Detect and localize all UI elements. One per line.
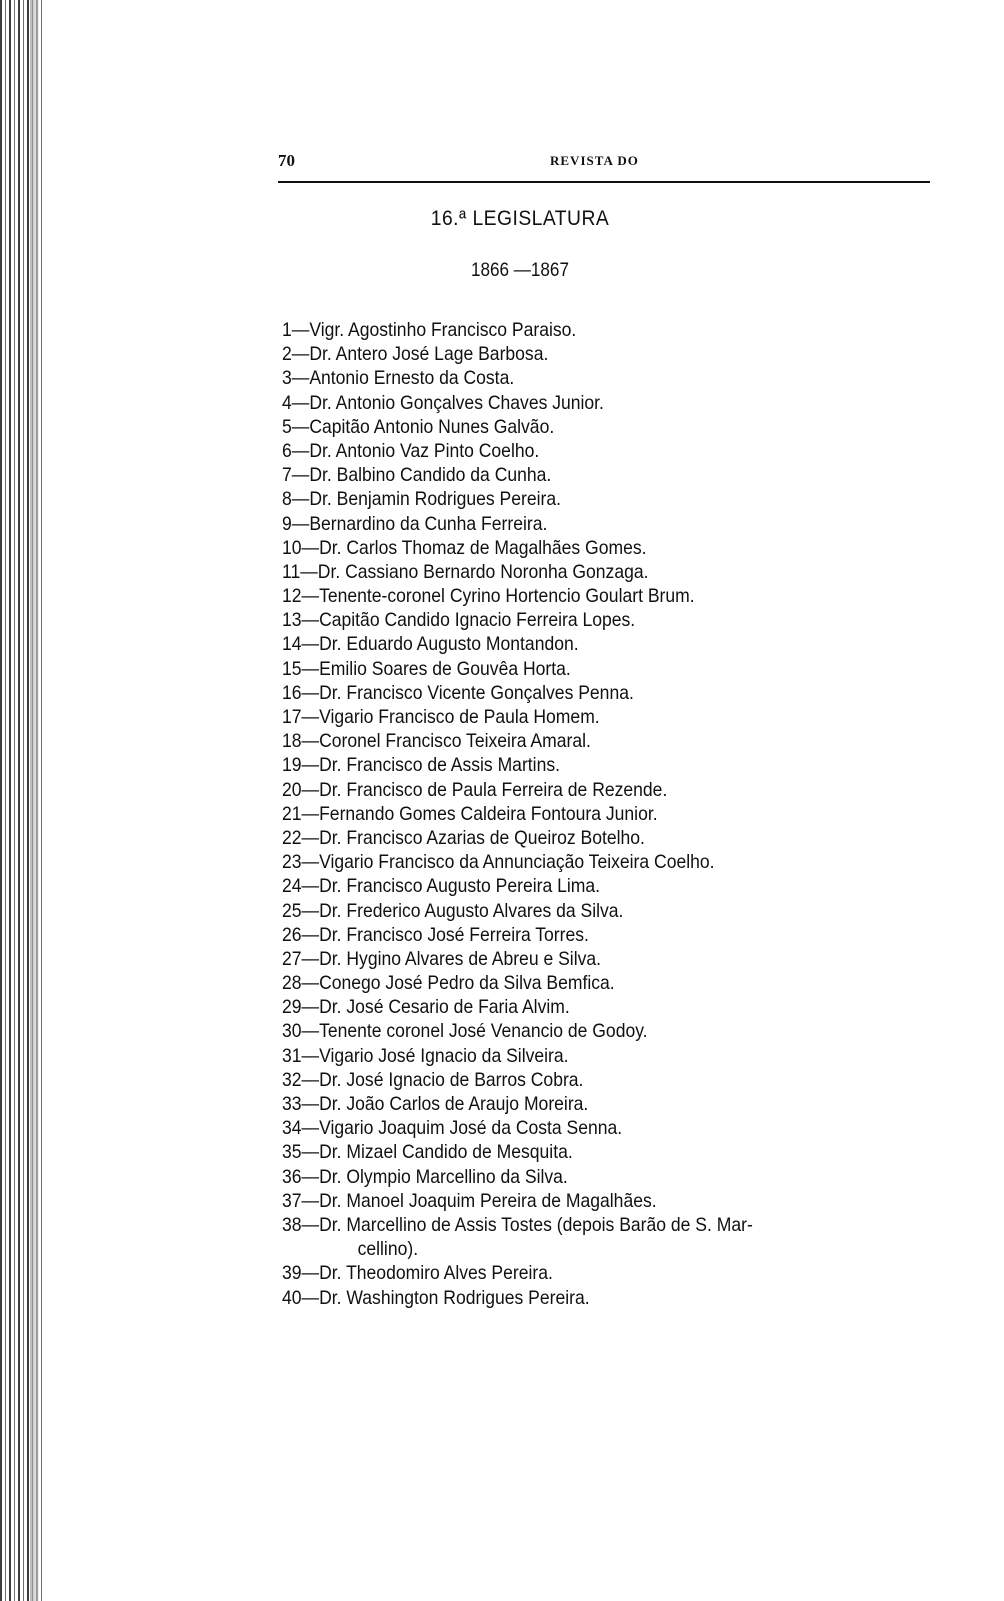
member-entry bbox=[282, 632, 876, 656]
member-name: Dr. Francisco Vicente Gonçalves Penna. bbox=[319, 681, 634, 704]
member-entry bbox=[282, 850, 876, 874]
member-name: Dr. Antonio Vaz Pinto Coelho. bbox=[309, 439, 540, 462]
member-number: 29 bbox=[282, 996, 302, 1019]
member-entry bbox=[282, 1092, 876, 1116]
binding-shadow bbox=[30, 0, 40, 1601]
member-entry bbox=[282, 487, 876, 511]
member-entry bbox=[282, 681, 876, 705]
member-dash: — bbox=[301, 633, 320, 656]
member-entry bbox=[282, 1068, 876, 1092]
member-number: 21 bbox=[282, 802, 302, 825]
member-number: 17 bbox=[282, 706, 302, 728]
member-entry bbox=[282, 463, 876, 487]
member-name: Dr. Frederico Augusto Alvares da Silva. bbox=[319, 899, 624, 922]
member-number: 1 bbox=[282, 319, 292, 341]
member-dash: — bbox=[301, 1068, 320, 1091]
member-number: 15 bbox=[282, 657, 302, 680]
member-entry bbox=[282, 971, 876, 995]
member-number: 2 bbox=[282, 343, 292, 366]
member-entry bbox=[282, 947, 876, 971]
member-name: Dr. João Carlos de Araujo Moreira. bbox=[319, 1093, 589, 1115]
member-name: Dr. José Ignacio de Barros Cobra. bbox=[319, 1068, 584, 1091]
member-entry bbox=[282, 512, 876, 536]
member-entry bbox=[282, 536, 876, 560]
member-name: Vigario Francisco de Paula Homem. bbox=[319, 706, 600, 728]
member-name: Dr. Benjamin Rodrigues Pereira. bbox=[309, 488, 561, 511]
member-number: 38 bbox=[282, 1213, 302, 1236]
member-number: 9 bbox=[282, 512, 292, 535]
member-dash: — bbox=[291, 464, 310, 487]
member-dash: — bbox=[301, 778, 320, 801]
member-name: Dr. Olympio Marcellino da Silva. bbox=[319, 1165, 568, 1188]
member-dash: — bbox=[301, 826, 320, 849]
member-dash: — bbox=[301, 851, 320, 874]
member-number: 7 bbox=[282, 464, 292, 487]
member-name: Bernardino da Cunha Ferreira. bbox=[309, 512, 548, 535]
member-name: Conego José Pedro da Silva Bemfica. bbox=[319, 972, 615, 995]
member-name: Dr. Eduardo Augusto Montandon. bbox=[319, 633, 579, 656]
member-number: 18 bbox=[282, 730, 302, 753]
member-dash: — bbox=[301, 657, 320, 680]
member-dash: — bbox=[291, 367, 310, 390]
member-entry bbox=[282, 342, 876, 366]
member-number: 3 bbox=[282, 367, 292, 390]
member-number: 33 bbox=[282, 1093, 302, 1115]
member-number: 31 bbox=[282, 1044, 302, 1067]
member-list bbox=[282, 318, 942, 1310]
member-name: Vigario Joaquim José da Costa Senna. bbox=[319, 1117, 623, 1140]
member-number: 13 bbox=[282, 609, 302, 632]
member-name: Dr. Francisco de Assis Martins. bbox=[319, 754, 560, 777]
member-number: 30 bbox=[282, 1020, 302, 1043]
member-name: Vigario Francisco da Annunciação Teixeira Coelho. bbox=[319, 851, 715, 874]
member-entry bbox=[282, 778, 876, 802]
member-number: 24 bbox=[282, 875, 302, 898]
member-dash: — bbox=[291, 319, 310, 341]
member-entry bbox=[282, 705, 876, 729]
member-dash: — bbox=[301, 1262, 320, 1285]
member-name: Dr. Francisco José Ferreira Torres. bbox=[319, 923, 589, 946]
member-number: 14 bbox=[282, 633, 302, 656]
running-title: REVISTA DO bbox=[550, 153, 639, 168]
member-name: Dr. Antero José Lage Barbosa. bbox=[309, 343, 549, 366]
member-entry bbox=[282, 1019, 876, 1043]
member-name: Dr. Mizael Candido de Mesquita. bbox=[319, 1141, 573, 1164]
member-entry bbox=[282, 995, 876, 1019]
member-dash: — bbox=[301, 1165, 320, 1188]
member-entry bbox=[282, 1140, 876, 1164]
member-number: 8 bbox=[282, 488, 292, 511]
member-dash: — bbox=[301, 1117, 320, 1140]
member-dash: — bbox=[291, 488, 310, 511]
member-entry bbox=[282, 391, 876, 415]
page-header bbox=[278, 151, 928, 177]
member-number: 11 bbox=[282, 560, 301, 583]
member-number: 10 bbox=[282, 536, 302, 559]
member-dash: — bbox=[291, 391, 310, 414]
member-dash: — bbox=[301, 923, 320, 946]
member-dash: — bbox=[300, 560, 318, 583]
member-entry bbox=[282, 729, 876, 753]
member-dash: — bbox=[301, 1213, 320, 1236]
member-name: Emilio Soares de Gouvêa Horta. bbox=[319, 657, 571, 680]
member-dash: — bbox=[301, 706, 320, 728]
member-entry bbox=[282, 584, 876, 608]
page-number: 70 bbox=[278, 151, 295, 170]
member-dash: — bbox=[301, 1189, 320, 1212]
member-number: 27 bbox=[282, 947, 302, 970]
member-entry bbox=[282, 657, 876, 681]
member-number: 25 bbox=[282, 899, 302, 922]
member-dash: — bbox=[301, 1141, 320, 1164]
member-number: 5 bbox=[282, 415, 292, 438]
member-number: 28 bbox=[282, 972, 302, 995]
member-name: Coronel Francisco Teixeira Amaral. bbox=[319, 730, 591, 753]
member-dash: — bbox=[301, 754, 320, 777]
member-entry bbox=[282, 1213, 876, 1261]
member-name: Dr. Hygino Alvares de Abreu e Silva. bbox=[319, 947, 602, 970]
member-entry bbox=[282, 1261, 876, 1285]
member-name: Dr. Francisco Augusto Pereira Lima. bbox=[319, 875, 601, 898]
section-title: 16.ª LEGISLATURA bbox=[430, 207, 610, 230]
member-dash: — bbox=[301, 609, 320, 632]
member-entry bbox=[282, 802, 876, 826]
header-rule bbox=[278, 181, 930, 183]
member-name: Dr. Cassiano Bernardo Noronha Gonzaga. bbox=[317, 560, 649, 583]
member-dash: — bbox=[301, 947, 320, 970]
member-name: Dr. Balbino Candido da Cunha. bbox=[309, 464, 552, 487]
member-dash: — bbox=[301, 681, 320, 704]
member-name: Dr. Washington Rodrigues Pereira. bbox=[319, 1286, 590, 1309]
member-dash: — bbox=[301, 899, 320, 922]
member-entry bbox=[282, 1116, 876, 1140]
member-number: 23 bbox=[282, 851, 302, 874]
member-name: Fernando Gomes Caldeira Fontoura Junior. bbox=[319, 802, 658, 825]
member-entry bbox=[282, 1286, 876, 1310]
member-number: 19 bbox=[282, 754, 302, 777]
member-entry bbox=[282, 826, 876, 850]
member-dash: — bbox=[291, 512, 310, 535]
member-number: 16 bbox=[282, 681, 302, 704]
member-name: Dr. Francisco de Paula Ferreira de Rezende. bbox=[319, 778, 668, 801]
member-dash: — bbox=[301, 536, 320, 559]
member-entry bbox=[282, 923, 876, 947]
member-dash: — bbox=[301, 802, 320, 825]
member-entry bbox=[282, 439, 876, 463]
member-number: 6 bbox=[282, 439, 292, 462]
member-entry bbox=[282, 415, 876, 439]
member-number: 35 bbox=[282, 1141, 302, 1164]
member-entry bbox=[282, 1044, 876, 1068]
member-name: Dr. Francisco Azarias de Queiroz Botelho. bbox=[319, 826, 645, 849]
member-dash: — bbox=[301, 996, 320, 1019]
member-dash: — bbox=[291, 343, 310, 366]
member-entry bbox=[282, 899, 876, 923]
member-name: Vigario José Ignacio da Silveira. bbox=[319, 1044, 569, 1067]
member-number: 22 bbox=[282, 826, 302, 849]
member-name: Dr. José Cesario de Faria Alvim. bbox=[319, 996, 570, 1019]
member-number: 20 bbox=[282, 778, 302, 801]
member-entry bbox=[282, 608, 876, 632]
member-name: Dr. Marcellino de Assis Tostes (depois Barão de S. Mar- bbox=[319, 1213, 753, 1236]
member-number: 40 bbox=[282, 1286, 302, 1309]
member-number: 37 bbox=[282, 1189, 302, 1212]
member-name: Vigr. Agostinho Francisco Paraiso. bbox=[309, 319, 577, 341]
member-number: 26 bbox=[282, 923, 302, 946]
member-name: Tenente-coronel Cyrino Hortencio Goulart Brum. bbox=[319, 585, 695, 608]
member-entry bbox=[282, 874, 876, 898]
member-dash: — bbox=[301, 1020, 320, 1043]
member-name: Dr. Theodomiro Alves Pereira. bbox=[319, 1262, 553, 1285]
member-number: 36 bbox=[282, 1165, 302, 1188]
member-number: 4 bbox=[282, 391, 292, 414]
member-dash: — bbox=[291, 439, 310, 462]
member-name: Capitão Candido Ignacio Ferreira Lopes. bbox=[319, 609, 636, 632]
legislature-period: 1866 —1867 bbox=[471, 260, 569, 281]
member-number: 39 bbox=[282, 1262, 302, 1285]
member-dash: — bbox=[301, 1044, 320, 1067]
member-name: Capitão Antonio Nunes Galvão. bbox=[309, 415, 555, 438]
member-name: Tenente coronel José Venancio de Godoy. bbox=[319, 1020, 648, 1043]
member-entry bbox=[282, 753, 876, 777]
member-dash: — bbox=[301, 875, 320, 898]
member-dash: — bbox=[301, 972, 320, 995]
member-entry bbox=[282, 1165, 876, 1189]
member-name: Antonio Ernesto da Costa. bbox=[309, 367, 515, 390]
member-entry bbox=[282, 318, 876, 342]
member-dash: — bbox=[301, 1093, 320, 1115]
member-name: Dr. Antonio Gonçalves Chaves Junior. bbox=[309, 391, 604, 414]
member-name: Dr. Manoel Joaquim Pereira de Magalhães. bbox=[319, 1189, 657, 1212]
member-entry bbox=[282, 366, 876, 390]
member-dash: — bbox=[301, 1286, 320, 1309]
member-number: 12 bbox=[282, 585, 302, 608]
member-dash: — bbox=[301, 585, 320, 608]
member-number: 34 bbox=[282, 1117, 302, 1140]
member-name: Dr. Carlos Thomaz de Magalhães Gomes. bbox=[319, 536, 647, 559]
member-name-continuation: cellino). bbox=[357, 1238, 419, 1261]
member-entry bbox=[282, 560, 876, 584]
member-number: 32 bbox=[282, 1068, 302, 1091]
member-dash: — bbox=[301, 730, 320, 753]
member-dash: — bbox=[291, 415, 310, 438]
member-entry bbox=[282, 1189, 876, 1213]
